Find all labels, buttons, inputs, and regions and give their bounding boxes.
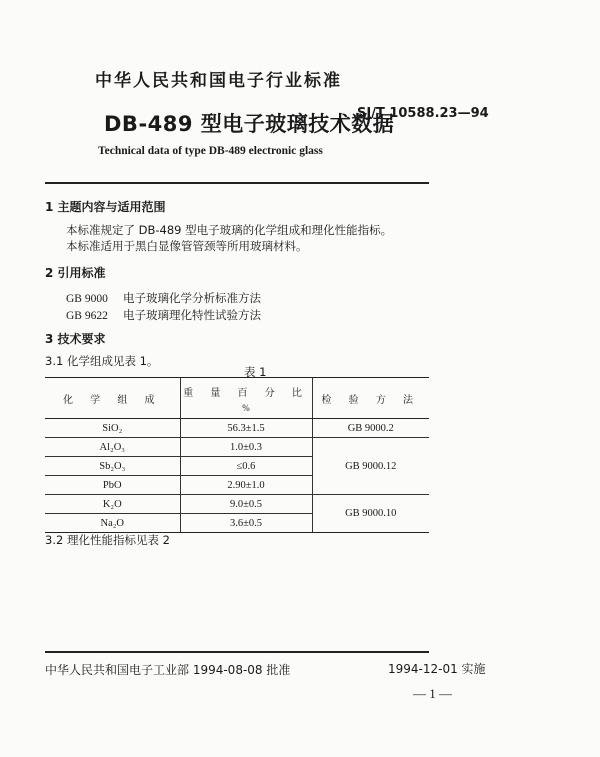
cell-weight: 3.6±0.5 [180,514,312,533]
reference-code: GB 9000 [66,293,108,305]
section-3-heading: 3 技术要求 [45,332,106,346]
cell-weight: 1.0±0.3 [180,438,312,457]
issuing-body-header: 中华人民共和国电子行业标准 [95,71,342,91]
table-caption: 表 1 [244,365,267,379]
cell-component: PbO [45,476,180,495]
section-3-1: 3.1 化学组成见表 1。 [45,354,159,368]
cell-component: Sb₂O₃ [45,457,180,476]
header-method: 检 验 方 法 [312,378,429,419]
implementation-date: 1994-12-01 实施 [388,662,486,676]
section-1-heading: 1 主题内容与适用范围 [45,200,166,214]
header-weight: 重 量 百 分 比 % [180,378,312,419]
reference-item [66,304,261,323]
header-weight-unit: % [242,402,250,413]
table-row [45,419,429,438]
chemical-composition-table [45,377,429,533]
section-1-line-2: 本标准适用于黑白显像管管颈等所用玻璃材料。 [66,239,308,253]
cell-component: SiO₂ [45,419,180,438]
cell-method: GB 9000.12 [312,438,429,495]
cell-method: GB 9000.10 [312,495,429,533]
table-header-row [45,378,429,419]
reference-title: 电子玻璃化学分析标准方法 [122,291,261,305]
header-component: 化 学 组 成 [45,378,180,419]
table-row [45,495,429,514]
cell-weight: 2.90±1.0 [180,476,312,495]
approval-line: 中华人民共和国电子工业部 1994-08-08 批准 [45,663,291,677]
page-number: — 1 — [413,686,452,701]
cell-component: K₂O [45,495,180,514]
table-row [45,438,429,457]
document-title: DB-489 型电子玻璃技术数据 [104,112,395,136]
cell-method: GB 9000.2 [312,419,429,438]
english-title: Technical data of type DB-489 electronic glass [98,145,323,157]
section-3-2: 3.2 理化性能指标见表 2 [45,533,170,547]
cell-component: Na₂O [45,514,180,533]
standard-number: SJ/T 10588.23—94 [357,106,489,121]
cell-component: Al₂O₃ [45,438,180,457]
cell-weight: 56.3±1.5 [180,419,312,438]
section-2-heading: 2 引用标准 [45,266,106,280]
footer-divider [45,651,429,653]
section-1-line-1: 本标准规定了 DB-489 型电子玻璃的化学组成和理化性能指标。 [66,223,393,237]
reference-title: 电子玻璃理化特性试验方法 [122,308,261,322]
cell-weight: ≤0.6 [180,457,312,476]
reference-code: GB 9622 [66,310,108,322]
header-divider [45,182,429,184]
cell-weight: 9.0±0.5 [180,495,312,514]
